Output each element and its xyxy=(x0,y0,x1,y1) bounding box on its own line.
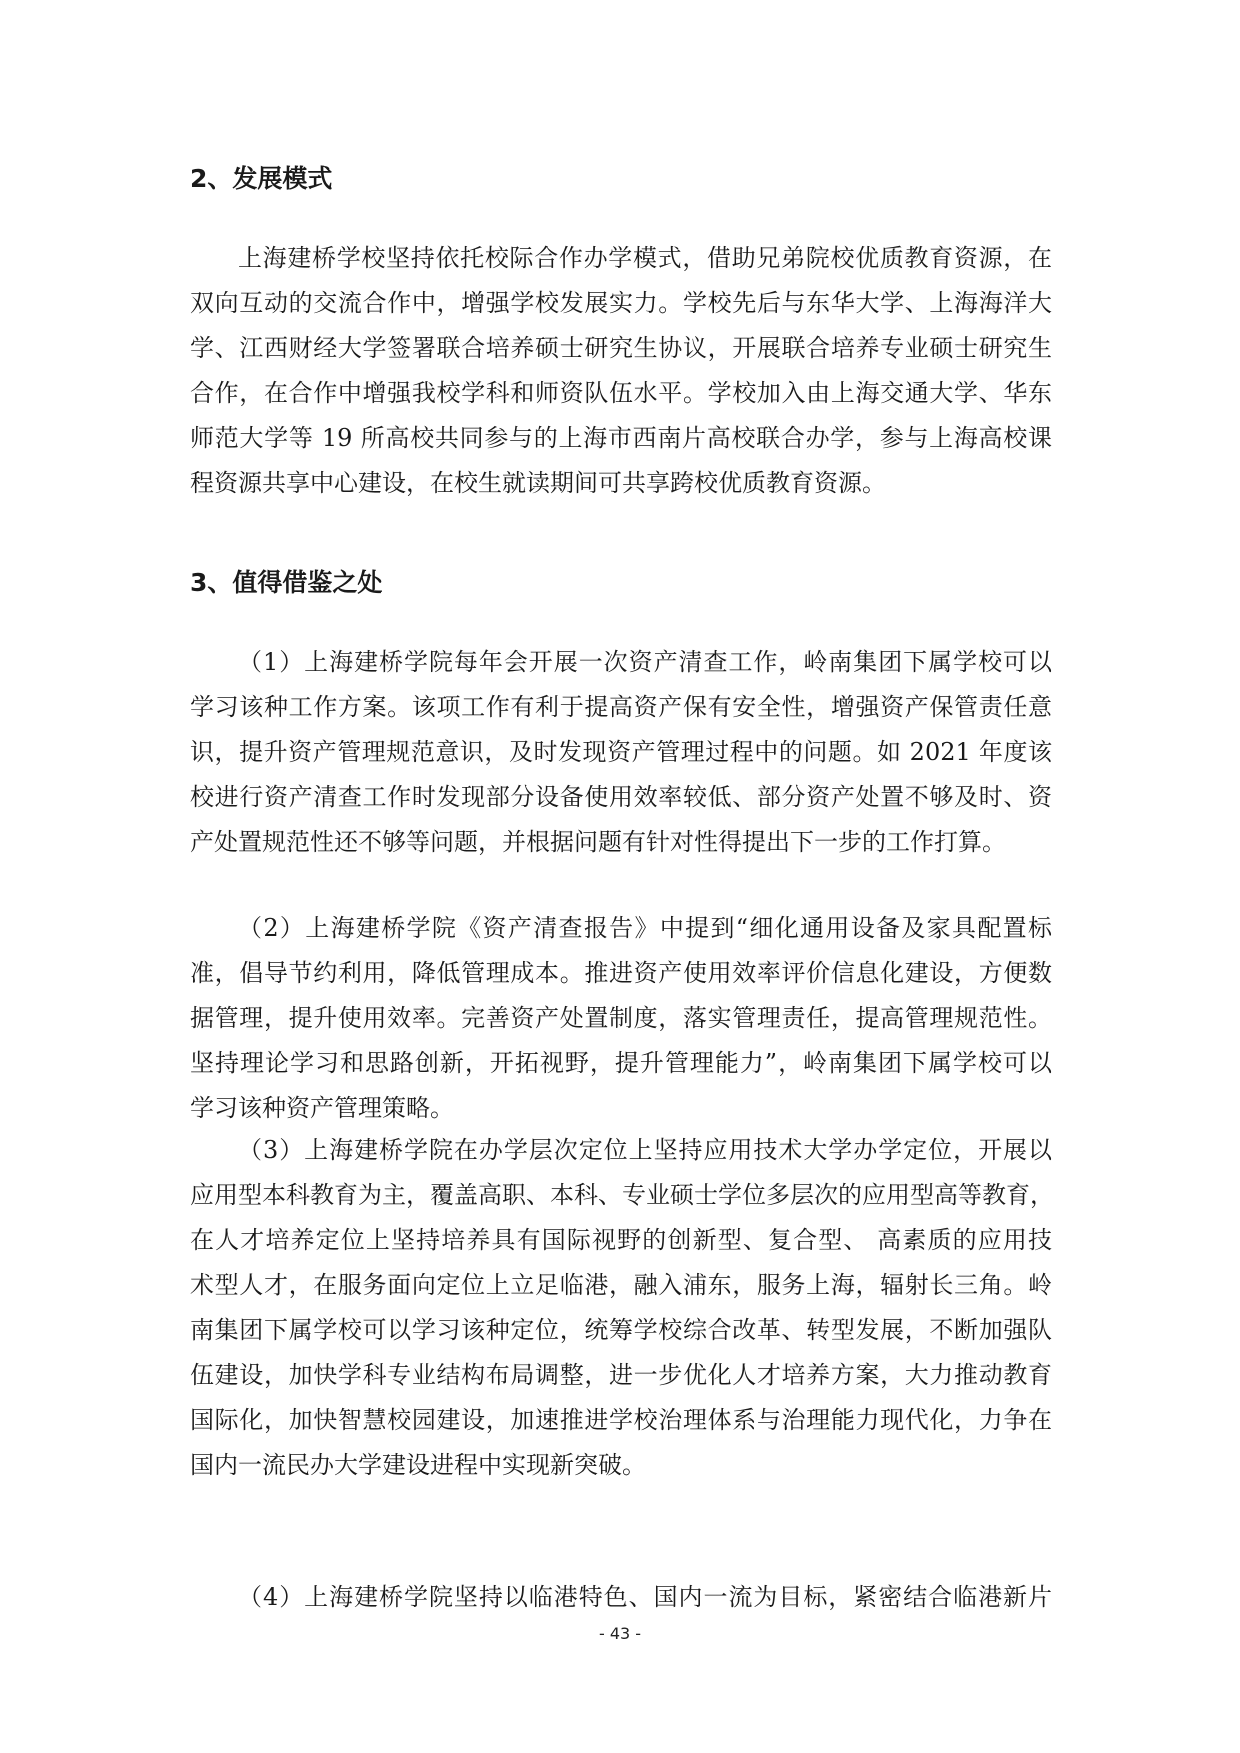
paragraph-line: （2）上海建桥学院《资产清查报告》中提到“细化通用设备及家具配置标 xyxy=(238,914,1052,942)
paragraph-item-1 xyxy=(190,640,1052,865)
paragraph-line: 据管理，提升使用效率。完善资产处置制度，落实管理责任，提高管理规范性。 xyxy=(190,1004,1052,1032)
paragraph-line: 合作，在合作中增强我校学科和师资队伍水平。学校加入由上海交通大学、华东 xyxy=(190,379,1052,407)
paragraph-line: 准，倡导节约利用，降低管理成本。推进资产使用效率评价信息化建设，方便数 xyxy=(190,959,1052,987)
paragraph-line: 学习该种资产管理策略。 xyxy=(190,1094,454,1122)
paragraph-line: 校进行资产清查工作时发现部分设备使用效率较低、部分资产处置不够及时、资 xyxy=(190,783,1052,811)
paragraph-line: （3）上海建桥学院在办学层次定位上坚持应用技术大学办学定位，开展以 xyxy=(238,1136,1052,1164)
paragraph-line: 在人才培养定位上坚持培养具有国际视野的创新型、复合型、 高素质的应用技 xyxy=(190,1226,1052,1254)
section-heading-lessons: 3、值得借鉴之处 xyxy=(190,568,383,597)
paragraph-item-4 xyxy=(190,1575,1052,1620)
paragraph-line: 学习该种工作方案。该项工作有利于提高资产保有安全性，增强资产保管责任意 xyxy=(190,693,1052,721)
paragraph-line: （1）上海建桥学院每年会开展一次资产清查工作，岭南集团下属学校可以 xyxy=(238,648,1052,676)
section-heading-development-model: 2、发展模式 xyxy=(190,164,333,193)
page-number: - 43 - xyxy=(598,1624,642,1643)
paragraph-development-model xyxy=(190,236,1052,506)
paragraph-line: 双向互动的交流合作中，增强学校发展实力。学校先后与东华大学、上海海洋大 xyxy=(190,289,1052,317)
paragraph-line: （4）上海建桥学院坚持以临港特色、国内一流为目标，紧密结合临港新片 xyxy=(238,1583,1052,1611)
paragraph-line: 伍建设，加快学科专业结构布局调整，进一步优化人才培养方案，大力推动教育 xyxy=(190,1361,1052,1389)
paragraph-item-3 xyxy=(190,1128,1052,1488)
paragraph-line: 坚持理论学习和思路创新，开拓视野，提升管理能力”，岭南集团下属学校可以 xyxy=(190,1049,1052,1077)
paragraph-line: 国内一流民办大学建设进程中实现新突破。 xyxy=(190,1451,646,1479)
paragraph-line: 学、江西财经大学签署联合培养硕士研究生协议，开展联合培养专业硕士研究生 xyxy=(190,334,1052,362)
paragraph-line: 应用型本科教育为主，覆盖高职、本科、专业硕士学位多层次的应用型高等教育， xyxy=(190,1181,1054,1209)
paragraph-line: 术型人才，在服务面向定位上立足临港，融入浦东，服务上海，辐射长三角。岭 xyxy=(190,1271,1052,1299)
paragraph-line: 程资源共享中心建设，在校生就读期间可共享跨校优质教育资源。 xyxy=(190,469,886,497)
paragraph-item-2 xyxy=(190,906,1052,1131)
paragraph-line: 国际化，加快智慧校园建设，加速推进学校治理体系与治理能力现代化，力争在 xyxy=(190,1406,1052,1434)
paragraph-line: 南集团下属学校可以学习该种定位，统筹学校综合改革、转型发展，不断加强队 xyxy=(190,1316,1052,1344)
paragraph-line: 上海建桥学校坚持依托校际合作办学模式，借助兄弟院校优质教育资源，在 xyxy=(238,244,1052,272)
paragraph-line: 识，提升资产管理规范意识，及时发现资产管理过程中的问题。如 2021 年度该 xyxy=(190,738,1052,766)
paragraph-line: 师范大学等 19 所高校共同参与的上海市西南片高校联合办学，参与上海高校课 xyxy=(190,424,1052,452)
paragraph-line: 产处置规范性还不够等问题，并根据问题有针对性得提出下一步的工作打算。 xyxy=(190,828,1006,856)
